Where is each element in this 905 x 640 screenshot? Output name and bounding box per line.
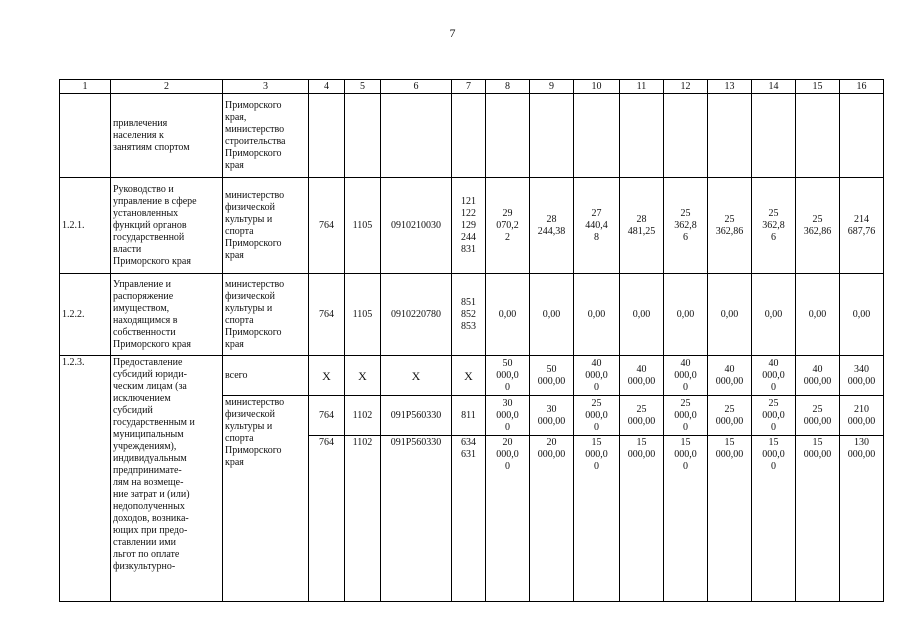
column-number: 3: [223, 80, 309, 94]
cell: 27 440,4 8: [574, 178, 620, 274]
cell: 0,00: [664, 274, 708, 356]
cell: 25 362,86: [708, 178, 752, 274]
measure-name: Предоставление субсидий юриди- ческим лицам (за исключением субсидий государственным и муниципальным учреждениям), индивидуальным предпринимате- лям на возмеще- ние затрат и (или) недополученных доходов, возника- ющих при предо- ставлении ими льгот по оплате физкультурно-: [111, 356, 223, 602]
cell: 1102: [345, 396, 381, 436]
column-number: 5: [345, 80, 381, 94]
column-number-row: [60, 80, 884, 94]
table-row: [60, 178, 884, 274]
executor: министерство физической культуры и спорта Приморского края: [223, 396, 309, 602]
cell: 1102: [345, 436, 381, 602]
table-row: [60, 356, 884, 396]
cell: 40 000,0 0: [664, 356, 708, 396]
cell: 0,00: [752, 274, 796, 356]
row-code: 1.2.3.: [60, 356, 111, 602]
column-number: 6: [381, 80, 452, 94]
page-number: 7: [449, 26, 456, 40]
cell: 15 000,00: [620, 436, 664, 602]
cell: 28 481,25: [620, 178, 664, 274]
cell: 20 000,0 0: [486, 436, 530, 602]
column-number: 9: [530, 80, 574, 94]
cell: 851 852 853: [452, 274, 486, 356]
cell: 50 000,00: [530, 356, 574, 396]
column-number: 10: [574, 80, 620, 94]
cell: X: [345, 356, 381, 396]
column-number: 12: [664, 80, 708, 94]
cell: 0910220780: [381, 274, 452, 356]
executor: министерство физической культуры и спорта Приморского края: [223, 274, 309, 356]
cell: 25 362,8 6: [752, 178, 796, 274]
measure-name: привлечения населения к занятиям спортом: [111, 94, 223, 178]
cell: 811: [452, 396, 486, 436]
cell: 764: [309, 436, 345, 602]
cell: 0,00: [530, 274, 574, 356]
cell: 25 000,0 0: [664, 396, 708, 436]
cell: 50 000,0 0: [486, 356, 530, 396]
cell: 40 000,00: [708, 356, 752, 396]
table-row: [60, 94, 884, 178]
cell: 764: [309, 274, 345, 356]
cell: 28 244,38: [530, 178, 574, 274]
cell: 0,00: [840, 274, 884, 356]
cell: 15 000,0 0: [574, 436, 620, 602]
cell: 0,00: [708, 274, 752, 356]
cell: 0,00: [574, 274, 620, 356]
cell: 15 000,0 0: [752, 436, 796, 602]
cell: 121 122 129 244 831: [452, 178, 486, 274]
cell: 25 000,00: [796, 396, 840, 436]
cell: 130 000,00: [840, 436, 884, 602]
budget-table: [59, 79, 884, 602]
cell: 40 000,00: [796, 356, 840, 396]
cell: 0,00: [620, 274, 664, 356]
executor: Приморского края, министерство строительства Приморского края: [223, 94, 309, 178]
cell: 0910210030: [381, 178, 452, 274]
cell: 29 070,2 2: [486, 178, 530, 274]
cell: 25 000,00: [620, 396, 664, 436]
column-number: 7: [452, 80, 486, 94]
cell: 1105: [345, 178, 381, 274]
cell: 1105: [345, 274, 381, 356]
column-number: 15: [796, 80, 840, 94]
cell: 25 362,86: [796, 178, 840, 274]
measure-name: Управление и распоряжение имуществом, находящимся в собственности Приморского края: [111, 274, 223, 356]
cell: 25 000,0 0: [574, 396, 620, 436]
cell: 214 687,76: [840, 178, 884, 274]
cell: 20 000,00: [530, 436, 574, 602]
cell: 764: [309, 178, 345, 274]
cell: 0,00: [486, 274, 530, 356]
cell: 634 631: [452, 436, 486, 602]
cell: 091Р560330: [381, 396, 452, 436]
column-number: 1: [60, 80, 111, 94]
cell: 091Р560330: [381, 436, 452, 602]
column-number: 2: [111, 80, 223, 94]
cell: 764: [309, 396, 345, 436]
cell: X: [309, 356, 345, 396]
cell: X: [381, 356, 452, 396]
cell: 210 000,00: [840, 396, 884, 436]
cell: 340 000,00: [840, 356, 884, 396]
table-row: [60, 274, 884, 356]
executor: всего: [223, 356, 309, 396]
cell: X: [452, 356, 486, 396]
measure-name: Руководство и управление в сфере установленных функций органов государственной власти Приморского края: [111, 178, 223, 274]
cell: 40 000,0 0: [574, 356, 620, 396]
executor: министерство физической культуры и спорта Приморского края: [223, 178, 309, 274]
cell: 25 000,00: [708, 396, 752, 436]
cell: 15 000,00: [708, 436, 752, 602]
column-number: 11: [620, 80, 664, 94]
cell: 30 000,0 0: [486, 396, 530, 436]
column-number: 8: [486, 80, 530, 94]
column-number: 16: [840, 80, 884, 94]
column-number: 4: [309, 80, 345, 94]
row-code: 1.2.1.: [60, 178, 111, 274]
cell: 25 000,0 0: [752, 396, 796, 436]
cell: 40 000,00: [620, 356, 664, 396]
column-number: 14: [752, 80, 796, 94]
cell: 15 000,0 0: [664, 436, 708, 602]
column-number: 13: [708, 80, 752, 94]
cell: 30 000,00: [530, 396, 574, 436]
row-code: 1.2.2.: [60, 274, 111, 356]
cell: 15 000,00: [796, 436, 840, 602]
cell: 25 362,8 6: [664, 178, 708, 274]
cell: 0,00: [796, 274, 840, 356]
cell: 40 000,0 0: [752, 356, 796, 396]
